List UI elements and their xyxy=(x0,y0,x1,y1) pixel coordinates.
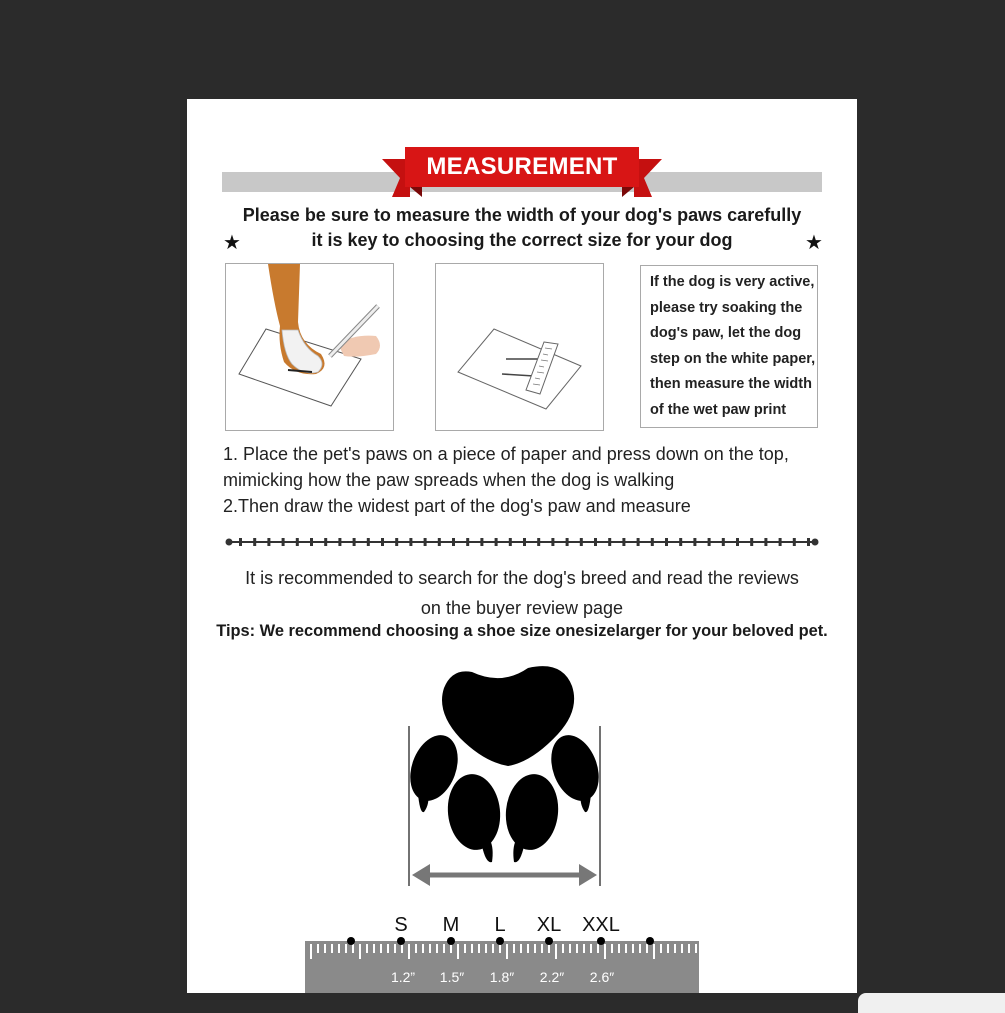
bone-segment xyxy=(253,538,256,546)
bone-segment xyxy=(282,538,285,546)
ruler-bar xyxy=(305,941,705,993)
step-1-line-1: 1. Place the pet's paws on a piece of paper and press down on the top, xyxy=(223,444,789,464)
size-label-l: L xyxy=(494,914,506,936)
ruler-marker-dot xyxy=(447,937,455,945)
ruler-marker-dot xyxy=(496,937,504,945)
bone-segment xyxy=(381,538,384,546)
bone-segment xyxy=(736,538,739,546)
bone-segment xyxy=(679,538,682,546)
ruler-marker-dot xyxy=(397,937,405,945)
bone-segment xyxy=(608,538,611,546)
bone-segment xyxy=(637,538,640,546)
bone-segment xyxy=(779,538,782,546)
headline-line-1: Please be sure to measure the width of your dog's paws carefully xyxy=(242,205,802,225)
bone-segment xyxy=(693,538,696,546)
ruler-marker-dot xyxy=(347,937,355,945)
bone-segment xyxy=(466,538,469,546)
inch-label-xl: 2.2″ xyxy=(539,969,565,985)
scrollbar-corner xyxy=(858,993,1005,1013)
size-ruler xyxy=(305,914,705,993)
bone-segment xyxy=(537,538,540,546)
ruler-marker-dot xyxy=(545,937,553,945)
inch-label-s: 1.2” xyxy=(390,969,416,985)
bone-segment xyxy=(580,538,583,546)
bone-segment xyxy=(722,538,725,546)
bone-segment xyxy=(267,538,270,546)
bone-segment xyxy=(452,538,455,546)
bone-segment xyxy=(807,538,810,546)
ruler-measure-illustration xyxy=(436,264,603,430)
recommend-line-1: It is recommended to search for the dog's breed and read the reviews xyxy=(245,568,799,588)
size-label-s: S xyxy=(394,914,408,936)
measurement-banner xyxy=(382,147,662,202)
bone-segment xyxy=(622,538,625,546)
bone-segment xyxy=(438,538,441,546)
bone-segment xyxy=(523,538,526,546)
bone-segment xyxy=(353,538,356,546)
bone-segment xyxy=(594,538,597,546)
bone-segment xyxy=(338,538,341,546)
paw-drawing-panel xyxy=(225,263,394,431)
inch-label-m: 1.5″ xyxy=(439,969,465,985)
tips-text: Tips: We recommend choosing a shoe size onesizelarger for your beloved pet. xyxy=(216,622,828,640)
step-1-line-2: mimicking how the paw spreads when the dog is walking xyxy=(223,470,675,490)
bone-segment xyxy=(665,538,668,546)
star-icon: ★ xyxy=(805,232,823,254)
bone-divider xyxy=(225,536,819,548)
bone-segment xyxy=(764,538,767,546)
bone-segment xyxy=(750,538,753,546)
paw-print-icon xyxy=(402,664,607,894)
size-guide-page xyxy=(187,99,857,993)
headline-line-2: it is key to choosing the correct size for your dog xyxy=(311,230,733,250)
recommend-line-2: on the buyer review page xyxy=(420,598,624,618)
note-line: If the dog is very active, xyxy=(650,274,815,290)
paw-drawing-illustration xyxy=(226,264,393,430)
note-line: then measure the width xyxy=(650,376,812,393)
bone-segment xyxy=(239,538,242,546)
bone-segment xyxy=(367,538,370,546)
ruler-marker-dot xyxy=(597,937,605,945)
note-line: please try soaking the xyxy=(650,299,803,316)
bone-segment xyxy=(296,538,299,546)
wet-paw-tip-note xyxy=(640,265,818,428)
banner-title: MEASUREMENT xyxy=(426,153,618,180)
bone-segment xyxy=(395,538,398,546)
step-2: 2.Then draw the widest part of the dog's paw and measure xyxy=(223,496,691,516)
bone-segment xyxy=(424,538,427,546)
size-label-xxl: XXL xyxy=(582,914,620,936)
bone-segment xyxy=(651,538,654,546)
bone-segment xyxy=(480,538,483,546)
size-label-xl: XL xyxy=(536,914,562,936)
bone-segment xyxy=(409,538,412,546)
bone-segment xyxy=(324,538,327,546)
bone-segment xyxy=(509,538,512,546)
inch-label-l: 1.8″ xyxy=(489,969,515,985)
headline xyxy=(187,203,857,253)
ruler-marker-dot xyxy=(646,937,654,945)
bone-segment xyxy=(708,538,711,546)
bone-segment xyxy=(793,538,796,546)
bone-segment xyxy=(551,538,554,546)
bone-segment xyxy=(310,538,313,546)
note-line: step on the white paper, xyxy=(650,350,816,367)
size-label-m: M xyxy=(442,914,460,936)
bone-segment xyxy=(495,538,498,546)
note-line: dog's paw, let the dog xyxy=(650,325,802,342)
bone-segment xyxy=(566,538,569,546)
note-line: of the wet paw print xyxy=(650,401,787,418)
star-icon: ★ xyxy=(223,232,241,254)
inch-label-xxl: 2.6″ xyxy=(589,969,615,985)
ruler-measure-panel xyxy=(435,263,604,431)
